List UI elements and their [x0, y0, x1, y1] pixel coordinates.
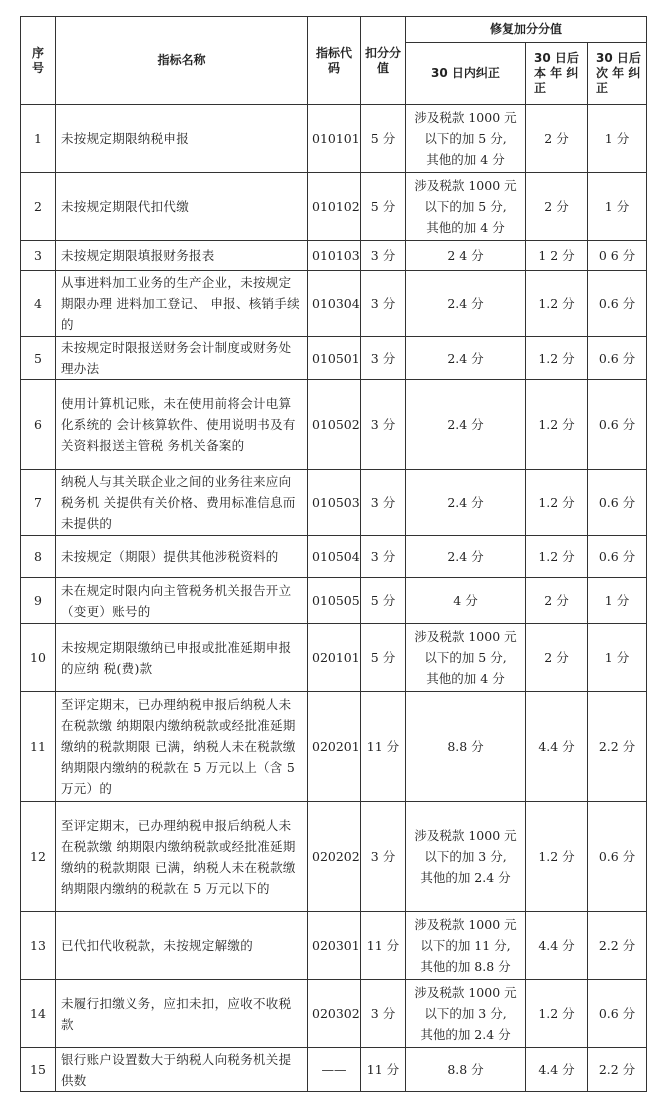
fix-within-30-days: 2.4 分	[406, 271, 526, 337]
table-row	[21, 173, 647, 241]
indicator-name: 银行账户设置数大于纳税人向税务机关提供数	[56, 1048, 308, 1092]
fix-within-30-days: 2.4 分	[406, 380, 526, 470]
table-row	[21, 241, 647, 271]
row-number: 13	[21, 912, 56, 980]
indicator-name: 至评定期末，已办理纳税申报后纳税人未在税款缴 纳期限内缴纳税款或经批准延期缴纳的税款期限 已满，纳税人未在税款缴纳期限内缴纳的税款在 5 万元以上（含 5 万元）的	[56, 692, 308, 802]
indicator-code: 010102	[308, 173, 361, 241]
row-number: 5	[21, 337, 56, 380]
table-row	[21, 912, 647, 980]
fix-after-30-next-year: 0.6 分	[588, 802, 647, 912]
indicator-code: 010503	[308, 470, 361, 536]
table-row	[21, 1048, 647, 1092]
row-number: 7	[21, 470, 56, 536]
fix-after-30-this-year: 1.2 分	[526, 470, 588, 536]
fix-after-30-next-year: 1 分	[588, 624, 647, 692]
indicator-code: ——	[308, 1048, 361, 1092]
indicator-name: 未履行扣缴义务，应扣未扣，应收不收税款	[56, 980, 308, 1048]
indicator-name: 已代扣代收税款，未按规定解缴的	[56, 912, 308, 980]
fix-after-30-next-year: 0.6 分	[588, 271, 647, 337]
indicator-name: 未按规定期限填报财务报表	[56, 241, 308, 271]
deduct-points: 3 分	[361, 470, 406, 536]
fix-after-30-this-year: 1.2 分	[526, 337, 588, 380]
row-number: 4	[21, 271, 56, 337]
indicator-code: 010504	[308, 536, 361, 578]
deduct-points: 3 分	[361, 536, 406, 578]
header-fix-group: 修复加分分值	[406, 17, 647, 43]
deduct-points: 3 分	[361, 802, 406, 912]
header-after-30-next-year: 30 日后 次 年 纠 正	[588, 43, 647, 105]
row-number: 12	[21, 802, 56, 912]
fix-after-30-next-year: 0 6 分	[588, 241, 647, 271]
header-within-30: 30 日内纠正	[406, 43, 526, 105]
fix-within-30-days: 2.4 分	[406, 470, 526, 536]
fix-after-30-this-year: 1.2 分	[526, 271, 588, 337]
deduct-points: 3 分	[361, 271, 406, 337]
row-number: 14	[21, 980, 56, 1048]
deduct-points: 11 分	[361, 1048, 406, 1092]
deduct-points: 3 分	[361, 980, 406, 1048]
indicator-name: 至评定期末，已办理纳税申报后纳税人未在税款缴 纳期限内缴纳税款或经批准延期缴纳的税款期限 已满，纳税人未在税款缴纳期限内缴纳的税款在 5 万元以下的	[56, 802, 308, 912]
fix-after-30-this-year: 4.4 分	[526, 1048, 588, 1092]
deduct-points: 11 分	[361, 692, 406, 802]
table-row	[21, 470, 647, 536]
header-code: 指标代 码	[308, 17, 361, 105]
fix-after-30-this-year: 2 分	[526, 173, 588, 241]
header-seq: 序 号	[21, 17, 56, 105]
table-row	[21, 337, 647, 380]
indicator-code: 010101	[308, 105, 361, 173]
fix-after-30-this-year: 4.4 分	[526, 912, 588, 980]
deduct-points: 5 分	[361, 624, 406, 692]
table-row	[21, 802, 647, 912]
indicator-code: 010505	[308, 578, 361, 624]
fix-within-30-days: 涉及税款 1000 元 以下的加 5 分, 其他的加 4 分	[406, 173, 526, 241]
indicator-name: 未按规定期限代扣代缴	[56, 173, 308, 241]
fix-after-30-this-year: 1.2 分	[526, 980, 588, 1048]
table-row	[21, 271, 647, 337]
indicator-name: 未在规定时限内向主管税务机关报告开立（变更）账号的	[56, 578, 308, 624]
fix-after-30-next-year: 2.2 分	[588, 692, 647, 802]
row-number: 2	[21, 173, 56, 241]
fix-after-30-next-year: 1 分	[588, 173, 647, 241]
fix-within-30-days: 2 4 分	[406, 241, 526, 271]
row-number: 6	[21, 380, 56, 470]
indicator-code: 010502	[308, 380, 361, 470]
fix-after-30-this-year: 2 分	[526, 624, 588, 692]
header-deduct: 扣分分 值	[361, 17, 406, 105]
deduct-points: 5 分	[361, 105, 406, 173]
fix-after-30-next-year: 0.6 分	[588, 337, 647, 380]
indicator-name: 纳税人与其关联企业之间的业务往来应向税务机 关提供有关价格、费用标准信息而未提供的	[56, 470, 308, 536]
credit-repair-table	[20, 16, 647, 1092]
fix-within-30-days: 涉及税款 1000 元 以下的加 11 分, 其他的加 8.8 分	[406, 912, 526, 980]
indicator-code: 010304	[308, 271, 361, 337]
fix-after-30-this-year: 1.2 分	[526, 802, 588, 912]
fix-within-30-days: 涉及税款 1000 元 以下的加 5 分, 其他的加 4 分	[406, 624, 526, 692]
fix-after-30-next-year: 0.6 分	[588, 536, 647, 578]
row-number: 9	[21, 578, 56, 624]
indicator-name: 未按规定期限缴纳已申报或批准延期申报的应纳 税(费)款	[56, 624, 308, 692]
fix-after-30-next-year: 0.6 分	[588, 380, 647, 470]
deduct-points: 3 分	[361, 337, 406, 380]
fix-after-30-next-year: 1 分	[588, 105, 647, 173]
indicator-code: 020302	[308, 980, 361, 1048]
row-number: 8	[21, 536, 56, 578]
fix-after-30-next-year: 0.6 分	[588, 980, 647, 1048]
table-row	[21, 692, 647, 802]
indicator-code: 010103	[308, 241, 361, 271]
fix-after-30-this-year: 1 2 分	[526, 241, 588, 271]
fix-within-30-days: 8.8 分	[406, 1048, 526, 1092]
row-number: 3	[21, 241, 56, 271]
fix-after-30-next-year: 1 分	[588, 578, 647, 624]
fix-within-30-days: 涉及税款 1000 元 以下的加 3 分, 其他的加 2.4 分	[406, 802, 526, 912]
indicator-name: 使用计算机记账，未在使用前将会计电算化系统的 会计核算软件、使用说明书及有关资料报送主管税 务机关备案的	[56, 380, 308, 470]
deduct-points: 3 分	[361, 241, 406, 271]
deduct-points: 11 分	[361, 912, 406, 980]
table-row	[21, 624, 647, 692]
indicator-name: 未按规定期限纳税申报	[56, 105, 308, 173]
fix-within-30-days: 2.4 分	[406, 536, 526, 578]
indicator-code: 020301	[308, 912, 361, 980]
table-row	[21, 380, 647, 470]
row-number: 15	[21, 1048, 56, 1092]
fix-after-30-this-year: 1.2 分	[526, 380, 588, 470]
table-row	[21, 578, 647, 624]
table-row	[21, 536, 647, 578]
fix-after-30-next-year: 0.6 分	[588, 470, 647, 536]
table-row	[21, 980, 647, 1048]
indicator-name: 未按规定时限报送财务会计制度或财务处理办法	[56, 337, 308, 380]
fix-after-30-this-year: 1.2 分	[526, 536, 588, 578]
fix-after-30-this-year: 4.4 分	[526, 692, 588, 802]
indicator-name: 从事进料加工业务的生产企业，未按规定期限办理 进料加工登记、 申报、核销手续的	[56, 271, 308, 337]
row-number: 10	[21, 624, 56, 692]
table-row	[21, 105, 647, 173]
fix-within-30-days: 涉及税款 1000 元 以下的加 5 分, 其他的加 4 分	[406, 105, 526, 173]
fix-within-30-days: 2.4 分	[406, 337, 526, 380]
indicator-code: 020201	[308, 692, 361, 802]
fix-within-30-days: 涉及税款 1000 元 以下的加 3 分, 其他的加 2.4 分	[406, 980, 526, 1048]
row-number: 11	[21, 692, 56, 802]
indicator-code: 020202	[308, 802, 361, 912]
indicator-code: 010501	[308, 337, 361, 380]
row-number: 1	[21, 105, 56, 173]
fix-after-30-next-year: 2.2 分	[588, 1048, 647, 1092]
deduct-points: 3 分	[361, 380, 406, 470]
fix-within-30-days: 8.8 分	[406, 692, 526, 802]
deduct-points: 5 分	[361, 578, 406, 624]
deduct-points: 5 分	[361, 173, 406, 241]
header-name: 指标名称	[56, 17, 308, 105]
fix-after-30-this-year: 2 分	[526, 105, 588, 173]
fix-after-30-next-year: 2.2 分	[588, 912, 647, 980]
fix-after-30-this-year: 2 分	[526, 578, 588, 624]
indicator-code: 020101	[308, 624, 361, 692]
header-after-30-this-year: 30 日后 本 年 纠 正	[526, 43, 588, 105]
indicator-name: 未按规定（期限）提供其他涉税资料的	[56, 536, 308, 578]
fix-within-30-days: 4 分	[406, 578, 526, 624]
